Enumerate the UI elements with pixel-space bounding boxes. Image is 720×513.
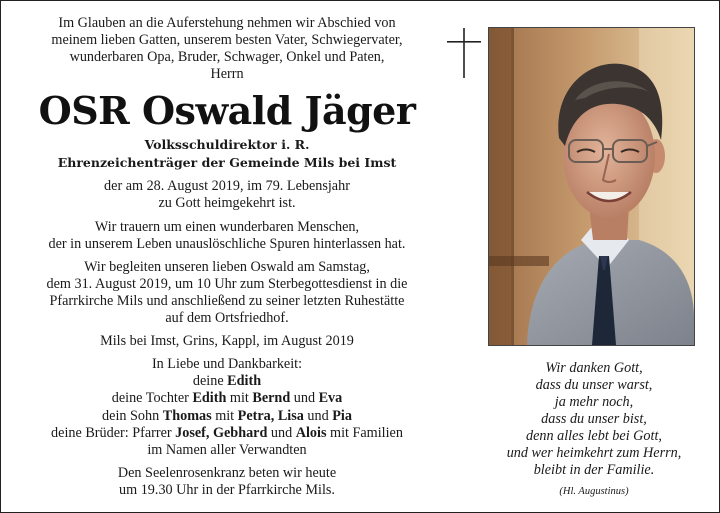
mourning-text	[15, 219, 439, 253]
poem-line: bleibt in der Familie.	[533, 462, 655, 478]
family-brothers: deine Brüder: Pfarrer Josef, Gebhard und Alois mit Familien	[51, 424, 403, 441]
poem-line: und wer heimkehrt zum Herrn,	[506, 445, 682, 461]
intro-text	[15, 15, 439, 83]
intro-line: meinem lieben Gatten, unserem besten Vater, Schwiegervater,	[51, 32, 403, 49]
memorial-poem	[487, 360, 701, 500]
funeral-info	[15, 259, 439, 327]
funeral-line: dem 31. August 2019, um 10 Uhr zum Sterbegottesdienst in die	[46, 275, 408, 292]
intro-line: Im Glauben an die Auferstehung nehmen wir Abschied von	[58, 15, 396, 31]
poem-source: (Hl. Augustinus)	[559, 486, 629, 497]
family-wife: deine Edith	[192, 373, 262, 390]
family-list	[15, 356, 439, 459]
rosary-info	[15, 465, 439, 499]
mourning-line: der in unserem Leben unauslöschliche Spuren hinterlassen hat.	[48, 235, 406, 252]
poem-line: dass du unser bist,	[541, 411, 647, 427]
mourning-line: Wir trauern um einen wunderbaren Menschen,	[94, 218, 360, 235]
intro-line: Herrn	[210, 66, 244, 83]
rosary-line: Den Seelenrosenkranz beten wir heute	[117, 464, 337, 481]
rosary-line: um 19.30 Uhr in der Pfarrkirche Mils.	[119, 481, 335, 498]
poem-line: dass du unser warst,	[535, 377, 653, 393]
poem-line: ja mehr noch,	[554, 394, 634, 410]
family-relatives: im Namen aller Verwandten	[147, 441, 307, 458]
place-date: Mils bei Imst, Grins, Kappl, im August 2019	[100, 333, 354, 350]
poem-line: denn alles lebt bei Gott,	[526, 428, 662, 444]
funeral-line: auf dem Ortsfriedhof.	[165, 310, 289, 327]
deceased-name: OSR Oswald Jäger	[38, 88, 416, 134]
intro-line: wunderbaren Opa, Bruder, Schwager, Onkel und Paten,	[69, 49, 385, 66]
title-line: Ehrenzeichenträger der Gemeinde Mils bei Imst	[57, 155, 397, 171]
portrait-illustration	[489, 28, 694, 345]
death-notice	[15, 178, 439, 212]
cross-icon	[447, 28, 481, 78]
portrait-photo	[488, 27, 695, 346]
funeral-line: Wir begleiten unseren lieben Oswald am Samstag,	[84, 258, 370, 275]
poem-line: Wir danken Gott,	[545, 360, 643, 376]
death-line: zu Gott heimgekehrt ist.	[158, 195, 296, 212]
family-son: dein Sohn Thomas mit Petra, Lisa und Pia	[102, 407, 352, 424]
death-line: der am 28. August 2019, im 79. Lebensjahr	[104, 178, 350, 195]
family-daughter: deine Tochter Edith mit Bernd und Eva	[111, 390, 343, 407]
gratitude-line: In Liebe und Dankbarkeit:	[151, 356, 303, 373]
obituary-text-column	[15, 15, 439, 499]
funeral-line: Pfarrkirche Mils und anschließend zu seiner letzten Ruhestätte	[49, 292, 405, 309]
title-line: Volksschuldirektor i. R.	[144, 137, 310, 153]
